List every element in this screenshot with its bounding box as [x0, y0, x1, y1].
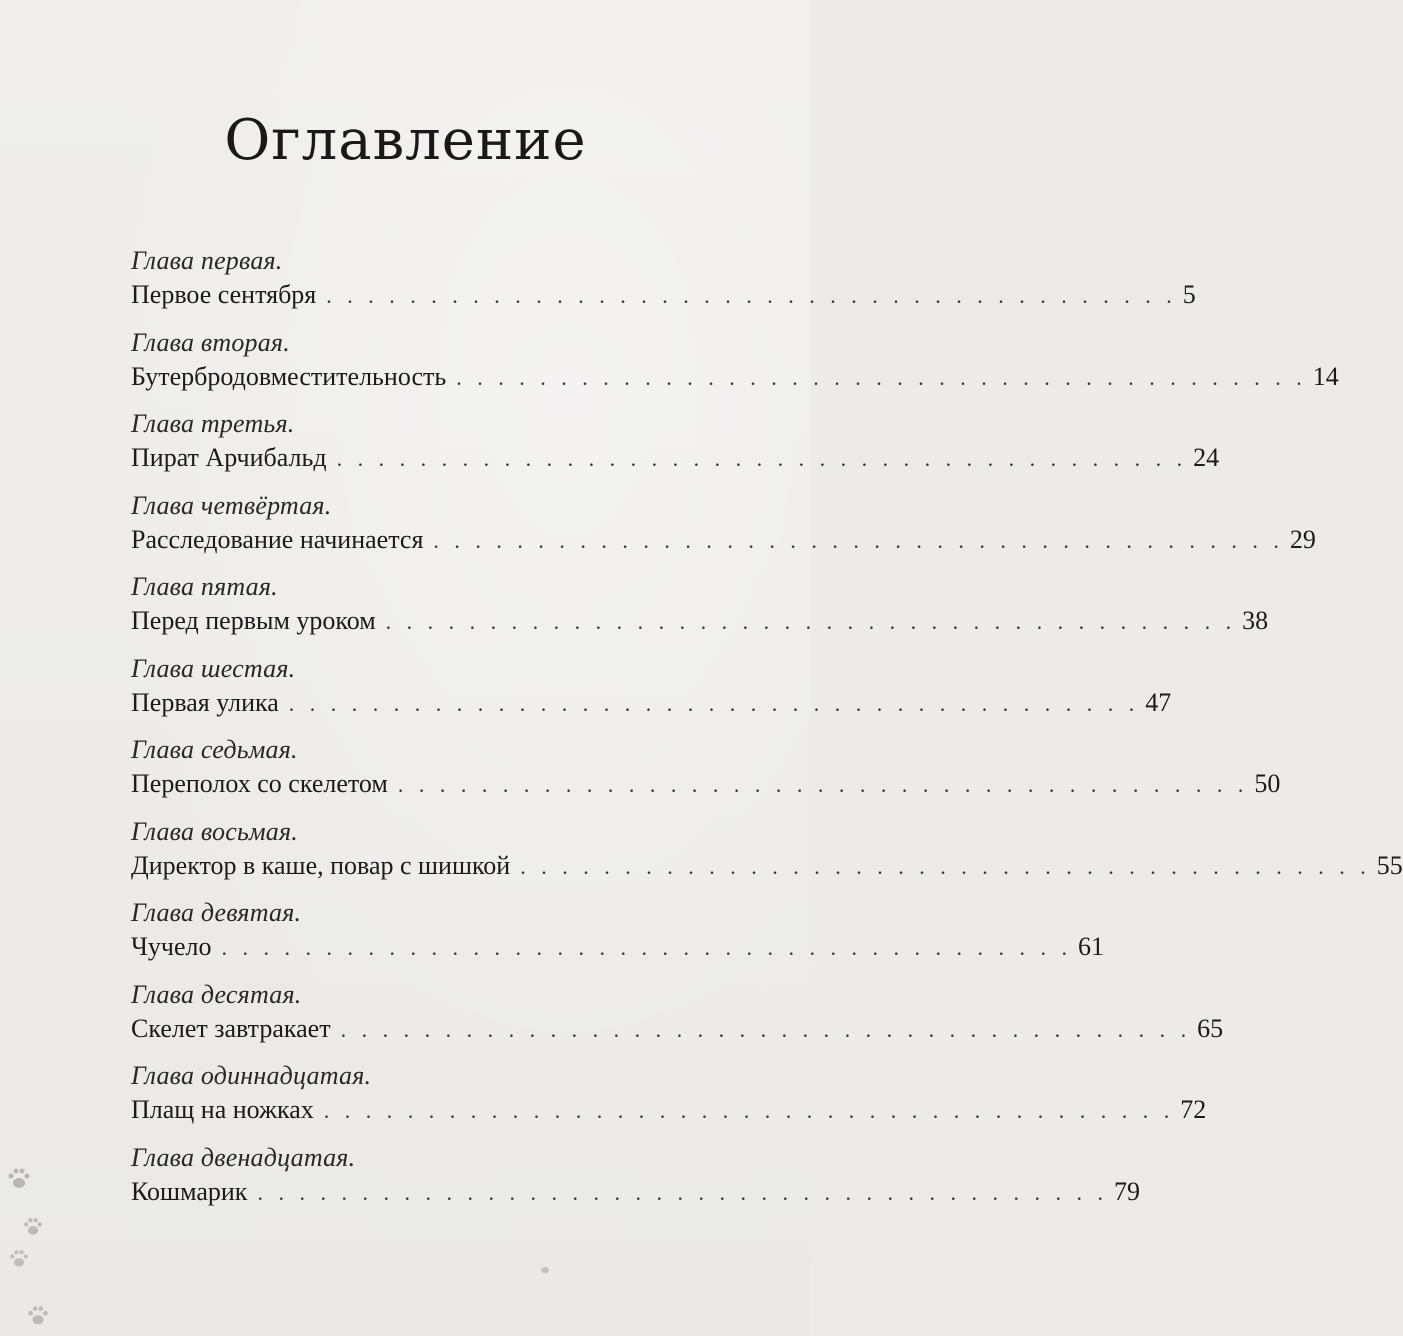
chapter-line	[131, 604, 1269, 640]
page-number: 50	[1254, 769, 1281, 798]
page-number: 14	[1312, 361, 1339, 391]
chapter-line	[131, 278, 1196, 314]
leader-dots: . . . . . . . . . . . . . . . . . . . . . . . . . . . . . . . . . . . . . . . . .	[221, 935, 1072, 960]
chapter-number: Глава восьмая.	[131, 816, 298, 846]
page-number: 38	[1242, 606, 1269, 635]
toc-entry	[131, 246, 1196, 328]
toc-entry	[131, 572, 1269, 654]
chapter-title: Первое сентября	[131, 280, 317, 309]
page-number: 24	[1193, 443, 1220, 472]
chapter-number: Глава одиннадцатая.	[131, 1061, 372, 1090]
chapter-title: Кошмарик	[131, 1176, 248, 1206]
toc-entry	[131, 653, 1172, 736]
table-of-contents	[131, 246, 1403, 1224]
chapter-line	[131, 767, 1281, 803]
leader-dots: . . . . . . . . . . . . . . . . . . . . . . . . . . . . . . . . . . . . . . . . .	[340, 1016, 1192, 1042]
leader-dots: . . . . . . . . . . . . . . . . . . . . . . . . . . . . . . . . . . . . . . . . .	[520, 853, 1371, 879]
chapter-number: Глава пятая.	[131, 572, 278, 601]
page-number: 72	[1180, 1095, 1207, 1124]
page-title: Оглавление	[224, 108, 587, 173]
paw-print-icon	[6, 1166, 32, 1192]
leader-dots: . . . . . . . . . . . . . . . . . . . . . . . . . . . . . . . . . . . . . . . . .	[385, 609, 1237, 634]
chapter-number: Глава седьмая.	[131, 735, 298, 764]
chapter-line	[131, 930, 1104, 966]
leader-dots: . . . . . . . . . . . . . . . . . . . . . . . . . . . . . . . . . . . . . . . . .	[456, 364, 1307, 390]
leader-dots: . . . . . . . . . . . . . . . . . . . . . . . . . . . . . . . . . . . . . . . . .	[326, 283, 1177, 308]
toc-entry	[131, 816, 1403, 899]
paw-print-icon	[538, 1262, 552, 1276]
chapter-number: Глава вторая.	[131, 327, 290, 357]
chapter-line	[131, 1093, 1207, 1129]
leader-dots: . . . . . . . . . . . . . . . . . . . . . . . . . . . . . . . . . . . . . . . . .	[257, 1179, 1108, 1205]
chapter-line	[131, 1012, 1224, 1048]
toc-entry	[131, 1142, 1140, 1225]
chapter-title: Плащ на ножках	[131, 1095, 314, 1124]
chapter-number: Глава девятая.	[131, 898, 302, 927]
chapter-title: Бутербродовместительность	[131, 361, 447, 391]
chapter-line	[131, 686, 1172, 722]
chapter-number: Глава третья.	[131, 409, 295, 438]
leader-dots: . . . . . . . . . . . . . . . . . . . . . . . . . . . . . . . . . . . . . . . . .	[323, 1098, 1175, 1123]
leader-dots: . . . . . . . . . . . . . . . . . . . . . . . . . . . . . . . . . . . . . . . . .	[433, 527, 1284, 553]
chapter-title: Пират Арчибальд	[131, 443, 327, 472]
page-number: 55	[1376, 850, 1403, 880]
chapter-number: Глава двенадцатая.	[131, 1142, 356, 1172]
paw-print-icon	[8, 1248, 30, 1270]
chapter-number: Глава шестая.	[131, 653, 296, 683]
page-number: 47	[1145, 687, 1172, 717]
toc-entry	[131, 979, 1224, 1062]
chapter-number: Глава первая.	[131, 246, 283, 275]
chapter-line	[131, 1175, 1140, 1211]
paw-print-icon	[26, 1304, 50, 1328]
chapter-line	[131, 849, 1403, 885]
chapter-line	[131, 360, 1339, 396]
page-number: 61	[1078, 932, 1104, 961]
chapter-title: Расследование начинается	[131, 524, 424, 554]
leader-dots: . . . . . . . . . . . . . . . . . . . . . . . . . . . . . . . . . . . . . . . . .	[336, 446, 1188, 471]
toc-entry	[131, 490, 1316, 573]
page-number: 79	[1113, 1176, 1140, 1206]
chapter-title: Первая улика	[131, 687, 279, 717]
chapter-number: Глава четвёртая.	[131, 490, 332, 520]
toc-entry	[131, 409, 1220, 491]
chapter-title: Чучело	[131, 932, 212, 961]
page-number: 5	[1182, 280, 1196, 309]
page-number: 65	[1197, 1013, 1224, 1043]
leader-dots: . . . . . . . . . . . . . . . . . . . . . . . . . . . . . . . . . . . . . . . . .	[397, 772, 1249, 797]
chapter-title: Переполох со скелетом	[131, 769, 388, 798]
chapter-number: Глава десятая.	[131, 979, 302, 1009]
chapter-line	[131, 523, 1316, 559]
chapter-line	[131, 441, 1220, 477]
toc-entry	[131, 735, 1281, 817]
toc-entry	[131, 898, 1104, 980]
toc-entry	[131, 1061, 1207, 1143]
chapter-title: Перед первым уроком	[131, 606, 376, 635]
paw-print-icon	[22, 1216, 44, 1238]
toc-entry	[131, 327, 1339, 410]
leader-dots: . . . . . . . . . . . . . . . . . . . . . . . . . . . . . . . . . . . . . . . . .	[288, 690, 1140, 716]
chapter-title: Директор в каше, повар с шишкой	[131, 850, 511, 880]
chapter-title: Скелет завтракает	[131, 1013, 331, 1043]
page-number: 29	[1289, 524, 1316, 554]
